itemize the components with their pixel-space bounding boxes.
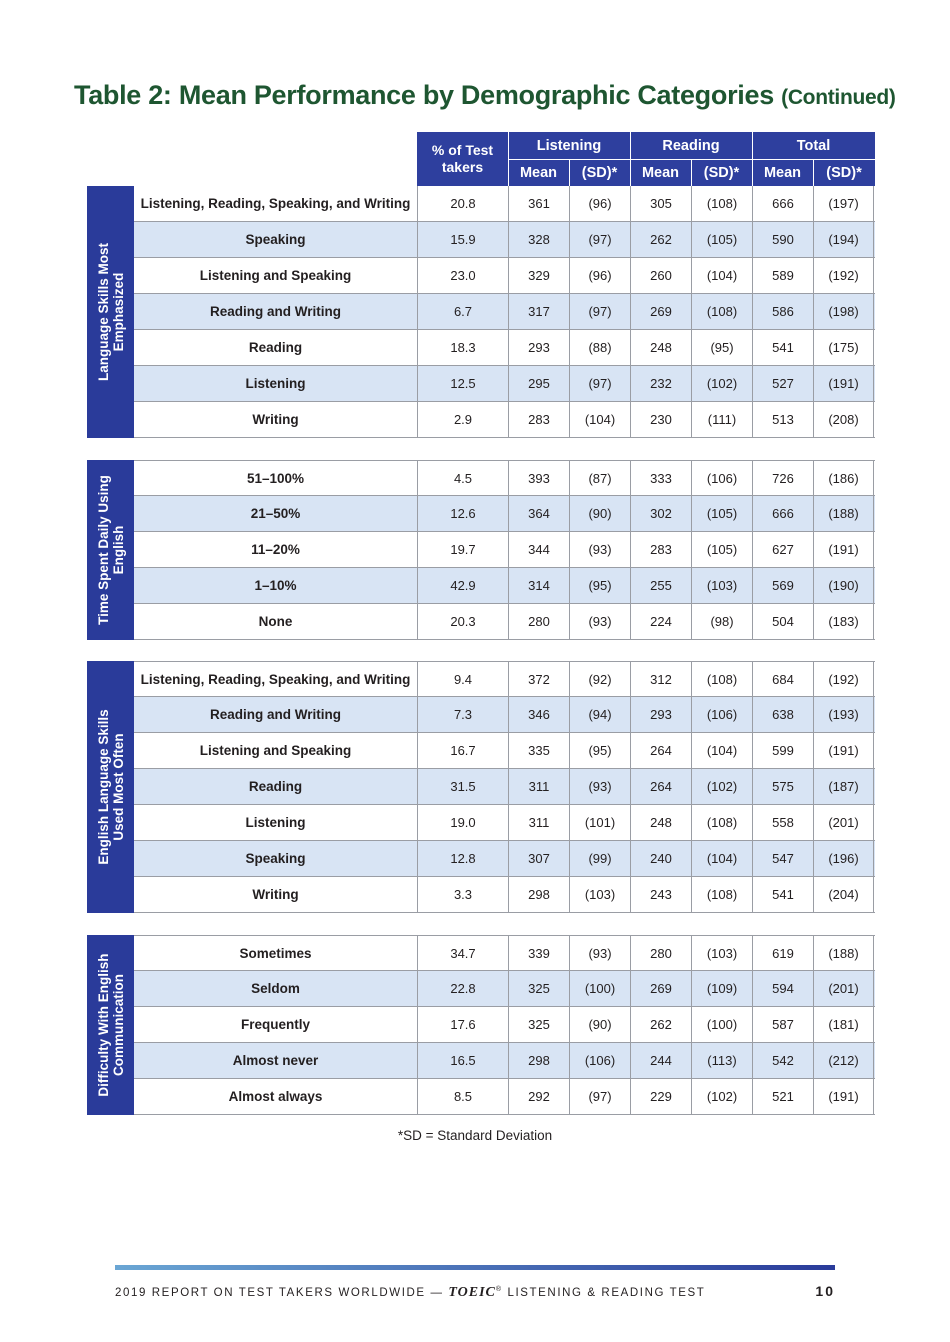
table-row	[134, 1007, 875, 1043]
cell-pct: 8.5	[417, 1079, 508, 1114]
cell-reading-sd: (108)	[691, 186, 752, 221]
cell-total-mean: 558	[752, 805, 813, 840]
cell-listening-mean: 328	[508, 222, 569, 257]
cell-listening-sd: (87)	[569, 461, 630, 495]
cell-total-sd: (186)	[813, 461, 874, 495]
footer-rule	[115, 1265, 835, 1270]
cell-total-sd: (191)	[813, 532, 874, 567]
cell-listening-mean: 298	[508, 877, 569, 912]
cell-reading-mean: 248	[630, 805, 691, 840]
row-label: Reading and Writing	[210, 707, 341, 722]
cell-pct: 22.8	[417, 971, 508, 1006]
cell-total-sd: (188)	[813, 936, 874, 970]
table-section	[87, 935, 875, 1115]
row-label: Seldom	[251, 981, 300, 996]
section-label-band	[87, 186, 134, 438]
cell-pct: 12.5	[417, 366, 508, 401]
cell-pct: 18.3	[417, 330, 508, 365]
header-pct-test-takers: % of Test takers	[431, 142, 494, 175]
cell-total-mean: 684	[752, 662, 813, 696]
section-label: English Language Skills Used Most Often	[95, 709, 126, 865]
header-reading-sd: (SD)*	[703, 164, 740, 181]
row-label: Almost never	[232, 1053, 319, 1068]
cell-reading-mean: 244	[630, 1043, 691, 1078]
row-label: Listening	[245, 815, 306, 830]
cell-listening-sd: (100)	[569, 971, 630, 1006]
cell-pct: 19.0	[417, 805, 508, 840]
row-label: Listening and Speaking	[199, 743, 352, 758]
cell-listening-sd: (92)	[569, 662, 630, 696]
cell-listening-sd: (95)	[569, 733, 630, 768]
cell-listening-sd: (95)	[569, 568, 630, 603]
cell-listening-sd: (106)	[569, 1043, 630, 1078]
cell-listening-sd: (90)	[569, 496, 630, 531]
cell-total-sd: (212)	[813, 1043, 874, 1078]
header-listening-sd: (SD)*	[581, 164, 618, 181]
section-label-band	[87, 935, 134, 1115]
cell-total-sd: (181)	[813, 1007, 874, 1042]
cell-pct: 4.5	[417, 461, 508, 495]
cell-reading-mean: 262	[630, 222, 691, 257]
cell-total-sd: (208)	[813, 402, 874, 437]
cell-total-mean: 638	[752, 697, 813, 732]
cell-reading-sd: (103)	[691, 936, 752, 970]
cell-total-mean: 666	[752, 496, 813, 531]
cell-total-sd: (187)	[813, 769, 874, 804]
section-label: Language Skills Most Emphasized	[95, 242, 126, 382]
cell-reading-mean: 264	[630, 769, 691, 804]
row-label: Reading	[248, 340, 303, 355]
cell-reading-sd: (109)	[691, 971, 752, 1006]
row-label: Writing	[252, 887, 299, 902]
cell-pct: 17.6	[417, 1007, 508, 1042]
table-row	[134, 402, 875, 438]
table-row	[134, 935, 875, 971]
title-main: Table 2: Mean Performance by Demographic Categories	[74, 80, 774, 110]
row-label: Almost always	[228, 1089, 323, 1104]
cell-reading-sd: (102)	[691, 769, 752, 804]
cell-reading-sd: (103)	[691, 568, 752, 603]
row-label: 21–50%	[250, 506, 301, 521]
footer-report-title: 2019 REPORT ON TEST TAKERS WORLDWIDE —	[115, 1287, 444, 1299]
section-label: Difficulty With English Communication	[95, 953, 126, 1097]
section-label-band	[87, 460, 134, 640]
cell-reading-mean: 269	[630, 294, 691, 329]
cell-total-sd: (201)	[813, 805, 874, 840]
cell-reading-sd: (105)	[691, 222, 752, 257]
cell-pct: 12.8	[417, 841, 508, 876]
cell-reading-mean: 283	[630, 532, 691, 567]
cell-listening-mean: 325	[508, 971, 569, 1006]
table-row	[134, 186, 875, 222]
cell-total-mean: 547	[752, 841, 813, 876]
row-label: Reading and Writing	[210, 304, 341, 319]
row-label: Listening	[245, 376, 306, 391]
footer-test-name: LISTENING & READING TEST	[507, 1287, 706, 1299]
page-number: 10	[815, 1283, 835, 1299]
cell-total-sd: (194)	[813, 222, 874, 257]
cell-listening-sd: (93)	[569, 604, 630, 639]
cell-reading-mean: 293	[630, 697, 691, 732]
cell-listening-mean: 280	[508, 604, 569, 639]
title-suffix: (Continued)	[781, 86, 896, 109]
cell-total-mean: 594	[752, 971, 813, 1006]
footer-text	[115, 1285, 705, 1301]
cell-listening-sd: (103)	[569, 877, 630, 912]
cell-total-mean: 527	[752, 366, 813, 401]
header-total-sd: (SD)*	[826, 164, 862, 181]
cell-reading-mean: 280	[630, 936, 691, 970]
registered-mark: ®	[495, 1286, 503, 1294]
row-label: Sometimes	[239, 945, 312, 961]
cell-reading-sd: (98)	[691, 604, 752, 639]
cell-listening-sd: (88)	[569, 330, 630, 365]
header-group-reading: Reading	[662, 137, 720, 154]
cell-total-sd: (191)	[813, 366, 874, 401]
table-row	[134, 258, 875, 294]
cell-total-mean: 586	[752, 294, 813, 329]
cell-listening-mean: 364	[508, 496, 569, 531]
cell-pct: 42.9	[417, 568, 508, 603]
cell-listening-sd: (97)	[569, 366, 630, 401]
cell-listening-mean: 335	[508, 733, 569, 768]
cell-listening-mean: 393	[508, 461, 569, 495]
cell-reading-sd: (100)	[691, 1007, 752, 1042]
cell-reading-mean: 248	[630, 330, 691, 365]
cell-total-sd: (196)	[813, 841, 874, 876]
cell-listening-mean: 339	[508, 936, 569, 970]
page-title	[74, 80, 896, 111]
cell-total-mean: 726	[752, 461, 813, 495]
cell-total-sd: (175)	[813, 330, 874, 365]
cell-reading-sd: (108)	[691, 294, 752, 329]
cell-total-sd: (192)	[813, 662, 874, 696]
cell-listening-mean: 329	[508, 258, 569, 293]
footnote: *SD = Standard Deviation	[397, 1128, 553, 1143]
cell-listening-sd: (96)	[569, 186, 630, 221]
cell-reading-sd: (102)	[691, 366, 752, 401]
cell-listening-mean: 307	[508, 841, 569, 876]
toeic-logo: TOEIC	[448, 1285, 496, 1300]
cell-pct: 2.9	[417, 402, 508, 437]
cell-reading-sd: (106)	[691, 697, 752, 732]
cell-total-sd: (201)	[813, 971, 874, 1006]
cell-reading-mean: 230	[630, 402, 691, 437]
cell-reading-sd: (105)	[691, 496, 752, 531]
table-section	[87, 186, 875, 438]
cell-reading-mean: 260	[630, 258, 691, 293]
cell-listening-sd: (104)	[569, 402, 630, 437]
cell-reading-sd: (104)	[691, 841, 752, 876]
cell-listening-sd: (97)	[569, 1079, 630, 1114]
cell-listening-mean: 292	[508, 1079, 569, 1114]
cell-listening-sd: (101)	[569, 805, 630, 840]
cell-reading-mean: 269	[630, 971, 691, 1006]
cell-total-mean: 575	[752, 769, 813, 804]
cell-listening-mean: 295	[508, 366, 569, 401]
cell-pct: 9.4	[417, 662, 508, 696]
row-label: Speaking	[245, 851, 306, 866]
cell-total-mean: 587	[752, 1007, 813, 1042]
cell-total-sd: (197)	[813, 186, 874, 221]
row-label: None	[258, 614, 293, 629]
cell-total-sd: (204)	[813, 877, 874, 912]
table-row	[134, 496, 875, 532]
cell-listening-sd: (99)	[569, 841, 630, 876]
row-label: Listening, Reading, Speaking, and Writing	[140, 196, 411, 211]
cell-total-sd: (191)	[813, 1079, 874, 1114]
cell-reading-sd: (104)	[691, 258, 752, 293]
row-label: Reading	[248, 779, 303, 794]
cell-listening-sd: (93)	[569, 769, 630, 804]
cell-reading-sd: (113)	[691, 1043, 752, 1078]
cell-pct: 16.5	[417, 1043, 508, 1078]
cell-pct: 12.6	[417, 496, 508, 531]
cell-total-sd: (191)	[813, 733, 874, 768]
cell-listening-sd: (96)	[569, 258, 630, 293]
cell-pct: 34.7	[417, 936, 508, 970]
row-label: Writing	[252, 412, 299, 427]
cell-reading-mean: 232	[630, 366, 691, 401]
row-label: 51–100%	[246, 470, 305, 486]
cell-listening-mean: 283	[508, 402, 569, 437]
cell-pct: 3.3	[417, 877, 508, 912]
table-header	[417, 132, 875, 186]
header-total-mean: Mean	[763, 164, 802, 181]
header-group-total: Total	[796, 137, 831, 154]
table-row	[134, 604, 875, 640]
table-row	[134, 532, 875, 568]
cell-reading-mean: 240	[630, 841, 691, 876]
table-row	[134, 805, 875, 841]
cell-total-mean: 569	[752, 568, 813, 603]
cell-listening-sd: (93)	[569, 936, 630, 970]
cell-listening-mean: 344	[508, 532, 569, 567]
cell-reading-mean: 229	[630, 1079, 691, 1114]
header-reading-mean: Mean	[641, 164, 680, 181]
cell-pct: 19.7	[417, 532, 508, 567]
cell-listening-sd: (93)	[569, 532, 630, 567]
cell-total-mean: 541	[752, 330, 813, 365]
table-row	[134, 330, 875, 366]
row-label: Frequently	[240, 1017, 310, 1032]
cell-listening-mean: 317	[508, 294, 569, 329]
cell-listening-sd: (97)	[569, 294, 630, 329]
cell-total-mean: 541	[752, 877, 813, 912]
cell-reading-sd: (104)	[691, 733, 752, 768]
cell-total-mean: 619	[752, 936, 813, 970]
header-group-listening: Listening	[536, 137, 602, 154]
cell-total-sd: (190)	[813, 568, 874, 603]
cell-pct: 15.9	[417, 222, 508, 257]
cell-reading-mean: 264	[630, 733, 691, 768]
table-row	[134, 697, 875, 733]
cell-pct: 20.8	[417, 186, 508, 221]
cell-reading-mean: 262	[630, 1007, 691, 1042]
cell-reading-mean: 243	[630, 877, 691, 912]
cell-listening-sd: (94)	[569, 697, 630, 732]
cell-pct: 23.0	[417, 258, 508, 293]
cell-total-mean: 589	[752, 258, 813, 293]
cell-listening-mean: 372	[508, 662, 569, 696]
cell-total-sd: (193)	[813, 697, 874, 732]
cell-listening-mean: 346	[508, 697, 569, 732]
cell-total-sd: (188)	[813, 496, 874, 531]
table-row	[134, 877, 875, 913]
cell-total-mean: 504	[752, 604, 813, 639]
cell-reading-sd: (95)	[691, 330, 752, 365]
cell-reading-sd: (106)	[691, 461, 752, 495]
header-listening-mean: Mean	[519, 164, 558, 181]
cell-reading-mean: 333	[630, 461, 691, 495]
cell-reading-sd: (108)	[691, 877, 752, 912]
table-row	[134, 366, 875, 402]
cell-listening-mean: 325	[508, 1007, 569, 1042]
cell-reading-mean: 302	[630, 496, 691, 531]
cell-listening-mean: 361	[508, 186, 569, 221]
table-row	[134, 222, 875, 258]
cell-pct: 20.3	[417, 604, 508, 639]
cell-total-sd: (183)	[813, 604, 874, 639]
table-row	[134, 661, 875, 697]
cell-total-mean: 627	[752, 532, 813, 567]
cell-listening-mean: 311	[508, 805, 569, 840]
row-label: 1–10%	[254, 578, 297, 593]
cell-reading-sd: (111)	[691, 402, 752, 437]
section-label-band	[87, 661, 134, 913]
cell-reading-mean: 255	[630, 568, 691, 603]
cell-listening-mean: 293	[508, 330, 569, 365]
cell-total-mean: 521	[752, 1079, 813, 1114]
section-label: Time Spent Daily Using English	[95, 475, 126, 625]
cell-pct: 7.3	[417, 697, 508, 732]
cell-pct: 31.5	[417, 769, 508, 804]
table-row	[134, 460, 875, 496]
row-label: Listening and Speaking	[199, 268, 352, 283]
table-row	[134, 294, 875, 330]
cell-listening-sd: (97)	[569, 222, 630, 257]
cell-total-mean: 666	[752, 186, 813, 221]
cell-total-mean: 590	[752, 222, 813, 257]
cell-reading-sd: (105)	[691, 532, 752, 567]
cell-listening-mean: 298	[508, 1043, 569, 1078]
cell-reading-sd: (108)	[691, 662, 752, 696]
row-label: 11–20%	[251, 542, 300, 557]
cell-reading-mean: 224	[630, 604, 691, 639]
cell-total-mean: 599	[752, 733, 813, 768]
row-label: Speaking	[245, 232, 306, 247]
table-row	[134, 568, 875, 604]
table-row	[134, 841, 875, 877]
cell-reading-sd: (108)	[691, 805, 752, 840]
table-row	[134, 971, 875, 1007]
cell-reading-mean: 312	[630, 662, 691, 696]
cell-listening-sd: (90)	[569, 1007, 630, 1042]
table-row	[134, 733, 875, 769]
cell-reading-sd: (102)	[691, 1079, 752, 1114]
table-row	[134, 1079, 875, 1115]
cell-reading-mean: 305	[630, 186, 691, 221]
cell-listening-mean: 311	[508, 769, 569, 804]
cell-pct: 16.7	[417, 733, 508, 768]
table-row	[134, 1043, 875, 1079]
cell-total-mean: 513	[752, 402, 813, 437]
table-row	[134, 769, 875, 805]
cell-listening-mean: 314	[508, 568, 569, 603]
cell-total-sd: (198)	[813, 294, 874, 329]
row-label: Listening, Reading, Speaking, and Writing	[140, 671, 411, 687]
cell-pct: 6.7	[417, 294, 508, 329]
table-section	[87, 661, 875, 913]
table-section	[87, 460, 875, 640]
cell-total-sd: (192)	[813, 258, 874, 293]
cell-total-mean: 542	[752, 1043, 813, 1078]
